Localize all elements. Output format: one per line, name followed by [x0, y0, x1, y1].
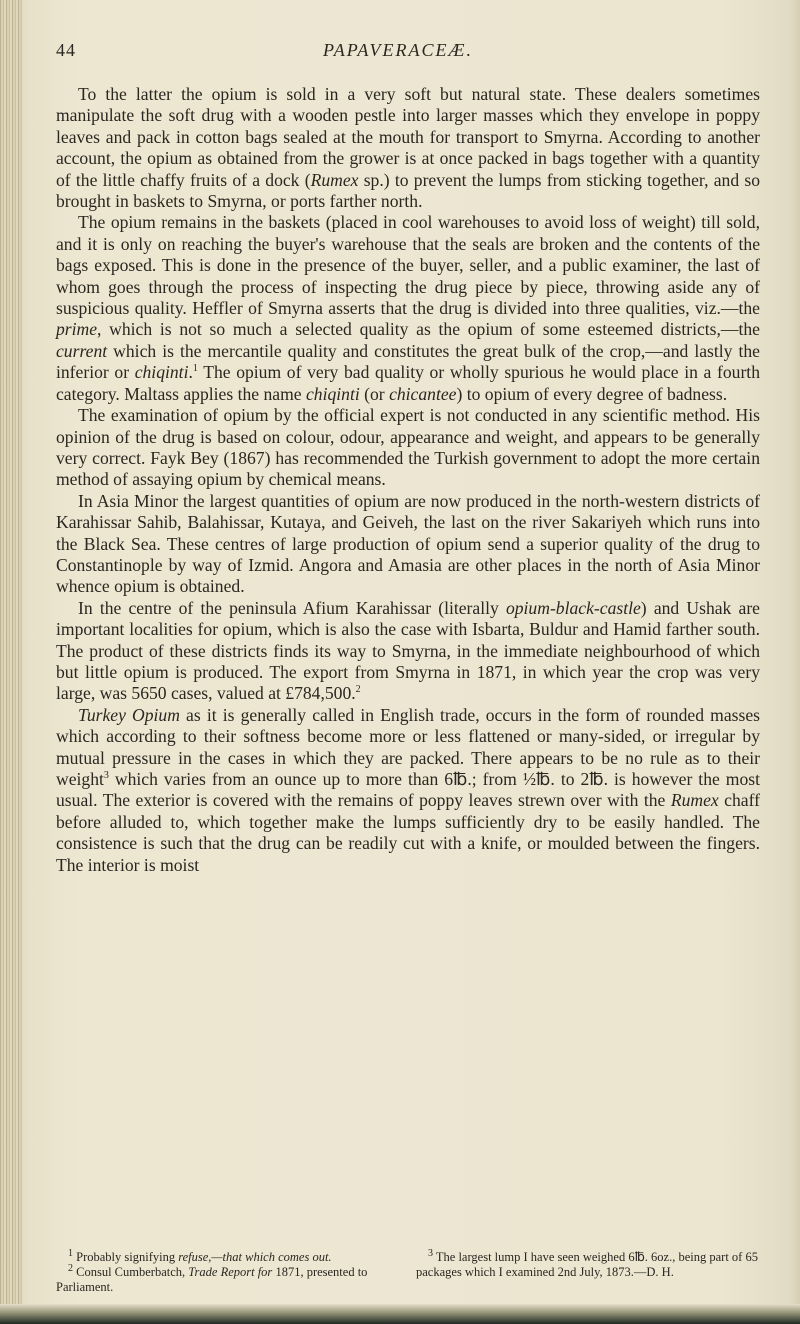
text-run: To the latter the opium is sold in a very soft but natural state. These dealers sometimes manipulate the soft drug with a wooden pestle into larger masses which they envelope in poppy leaves and pack in cotton bags sealed at the mouth for transport to Smyrna. According to another account, the opium as obtained from the grower is at once packed in bags together with a quantity of the little chaffy fruits of a dock ( — [56, 84, 760, 190]
text-run: (or — [359, 383, 390, 404]
text-run: The opium remains in the baskets (placed in cool warehouses to avoid loss of weight) till sold, and it is only on reaching the buyer's warehouse that the seals are broken and the contents of the bags exposed. This is done in the presence of the buyer, seller, and a public examiner, the last of whom goes through the process of inspecting the drug piece by piece, throwing aside any of suspicious quality. Heffler of Smyrna asserts that the drug is divided into three qualities, viz.—the — [56, 212, 760, 319]
paragraph — [56, 598, 760, 705]
footnote-marker: 1 — [192, 363, 198, 375]
text-run: . — [188, 362, 193, 383]
italic-text: chiqinti — [134, 362, 189, 383]
footnotes-right-column — [416, 1247, 760, 1295]
page-number: 44 — [56, 40, 76, 60]
paragraph — [56, 705, 760, 876]
italic-text: Rumex — [670, 790, 719, 811]
text-run: as it is generally called in English trade, occurs in the form of rounded masses which according to their softness become more or less flattened or many-sided, or irregular by mutual pressure in the cases in which they are packed. There appears to be no rule as to their weight — [56, 704, 760, 789]
paragraph — [56, 84, 760, 212]
italic-text: chicantee — [389, 383, 457, 404]
italic-text: Trade Report for — [188, 1265, 273, 1279]
text-run: The largest lump I have seen weighed 6℔. 6oz., being part of 65 packages which I examined 2nd July, 1873.—D. H. — [416, 1250, 758, 1279]
paragraph — [56, 212, 760, 405]
text-run: The examination of opium by the official expert is not conducted in any scientific method. His opinion of the drug is based on colour, odour, appearance and weight, and appears to be generally very correct. Fayk Bey (1867) has recommended the Turkish government to adopt the more certain method of assaying opium by chemical means. — [56, 405, 760, 490]
text-run: In Asia Minor the largest quantities of opium are now produced in the north-western districts of Karahissar Sahib, Balahissar, Kutaya, and Geiveh, the last on the river Sakariyeh which runs into the Black Sea. These centres of large production of opium send a superior quality of the drug to Constantinople by way of Izmid. Angora and Amasia are other places in the north of Asia Minor whence opium is obtained. — [56, 490, 760, 597]
italic-text: chiqinti — [305, 383, 360, 404]
footnote-marker: 1 — [68, 1247, 73, 1259]
italic-text: Turkey Opium — [78, 704, 180, 725]
footnote-marker: 3 — [103, 770, 109, 782]
text-run: ) to opium of every degree of badness. — [456, 383, 728, 404]
text-run: chaff before alluded to, which together make the lumps sufficiently dry to be easily handled. The consistence is such that the drug can be readily cut with a knife, or moulded between the fingers. The interior is moist — [56, 790, 760, 875]
text-run: sp.) to prevent the lumps from sticking together, and so brought in baskets to Smyrna, or ports farther north. — [56, 169, 760, 212]
scan-bottom-edge — [0, 1304, 800, 1324]
text-run: , which is not so much a selected quality as the opium of some esteemed districts,—the — [97, 319, 760, 340]
footnotes-left-column — [56, 1247, 400, 1295]
footnote — [56, 1262, 400, 1295]
text-run: Probably signifying — [73, 1250, 179, 1264]
italic-text: opium-black-castle — [505, 597, 641, 618]
text-run: The opium of very bad quality or wholly spurious he would place in a fourth category. Maltass applies the name — [56, 362, 760, 404]
running-title: PAPAVERACEÆ. — [323, 40, 473, 60]
footnote-marker: 3 — [428, 1247, 433, 1259]
text-run: Consul Cumberbatch, — [73, 1265, 189, 1279]
footnotes — [56, 1247, 760, 1295]
body-text — [56, 84, 760, 876]
footnote — [56, 1247, 400, 1265]
italic-text: prime — [56, 319, 98, 340]
italic-text: refuse,—that which comes out. — [178, 1250, 332, 1264]
italic-text: current — [56, 340, 108, 361]
text-run: which is the mercantile quality and constitutes the great bulk of the crop,—and lastly the inferior or — [56, 340, 760, 383]
page-header — [56, 40, 740, 66]
italic-text: Rumex — [310, 169, 359, 190]
paragraph — [56, 405, 760, 491]
footnote-marker: 2 — [68, 1262, 73, 1274]
text-run: In the centre of the peninsula Afium Karahissar (literally — [78, 597, 506, 618]
footnote — [416, 1247, 760, 1280]
footnote-marker: 2 — [355, 684, 361, 696]
text-run: which varies from an ounce up to more than 6℔.; from ½℔. to 2℔. is however the most usual. The exterior is covered with the remains of poppy leaves strewn over with the — [56, 769, 760, 811]
text-run: 1871, presented to Parliament. — [56, 1265, 368, 1294]
text-run: ) and Ushak are important localities for opium, which is also the case with Isbarta, Buldur and Hamid farther south. The product of these districts finds its way to Smyrna, in the immediate neighbourhood of which but little opium is produced. The export from Smyrna in 1871, in which year the crop was very large, was 5650 cases, valued at £784,500. — [56, 597, 760, 704]
book-spine-shadow — [0, 0, 22, 1324]
paragraph — [56, 491, 760, 598]
